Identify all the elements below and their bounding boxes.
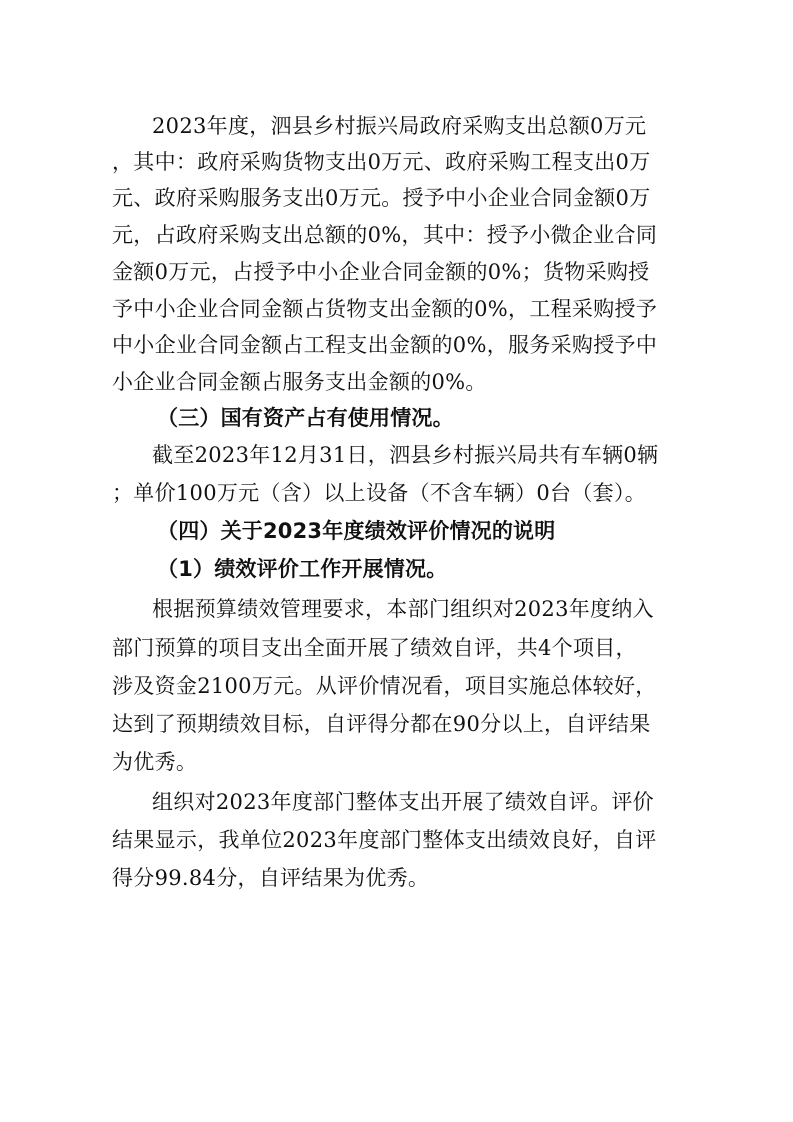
paragraph-line: 涉及资金2100万元。从评价情况看，项目实施总体较好，: [112, 674, 657, 698]
paragraph-line: ，其中：政府采购货物支出0万元、政府采购工程支出0万: [112, 150, 651, 174]
paragraph-line: 组织对2023年度部门整体支出开展了绩效自评。评价: [152, 790, 654, 814]
paragraph-line: 中小企业合同金额占工程支出金额的0%，服务采购授予中: [112, 333, 658, 357]
paragraph-line: 达到了预期绩效目标，自评得分都在90分以上，自评结果: [112, 712, 651, 736]
paragraph-line: 元、政府采购服务支出0万元。授予中小企业合同金额0万: [112, 186, 651, 210]
section-heading-assets: （三）国有资产占有使用情况。: [157, 406, 454, 430]
paragraph-line: 金额0万元，占授予中小企业合同金额的0%；货物采购授: [112, 260, 650, 284]
paragraph-line: 元，占政府采购支出总额的0%，其中：授予小微企业合同: [112, 223, 658, 247]
paragraph-line: ；单价100万元（含）以上设备（不含车辆）0台（套）。: [112, 481, 647, 505]
paragraph-line: 予中小企业合同金额占货物支出金额的0%，工程采购授予: [112, 297, 658, 321]
paragraph-line: 得分99.84分，自评结果为优秀。: [112, 866, 430, 890]
paragraph-line: 结果显示，我单位2023年度部门整体支出绩效良好，自评: [112, 828, 657, 852]
paragraph-line: 为优秀。: [112, 750, 198, 774]
paragraph-line: 2023年度，泗县乡村振兴局政府采购支出总额0万元: [152, 114, 647, 138]
paragraph-line: 小企业合同金额占服务支出金额的0%。: [112, 370, 487, 394]
paragraph-line: 截至2023年12月31日，泗县乡村振兴局共有车辆0辆: [152, 443, 659, 467]
paragraph-line: 部门预算的项目支出全面开展了绩效自评，共4个项目，: [112, 636, 637, 660]
subsection-heading-evaluation: （1）绩效评价工作开展情况。: [157, 557, 448, 581]
section-heading-performance: （四）关于2023年度绩效评价情况的说明: [157, 519, 556, 543]
paragraph-line: 根据预算绩效管理要求，本部门组织对2023年度纳入: [152, 597, 654, 621]
